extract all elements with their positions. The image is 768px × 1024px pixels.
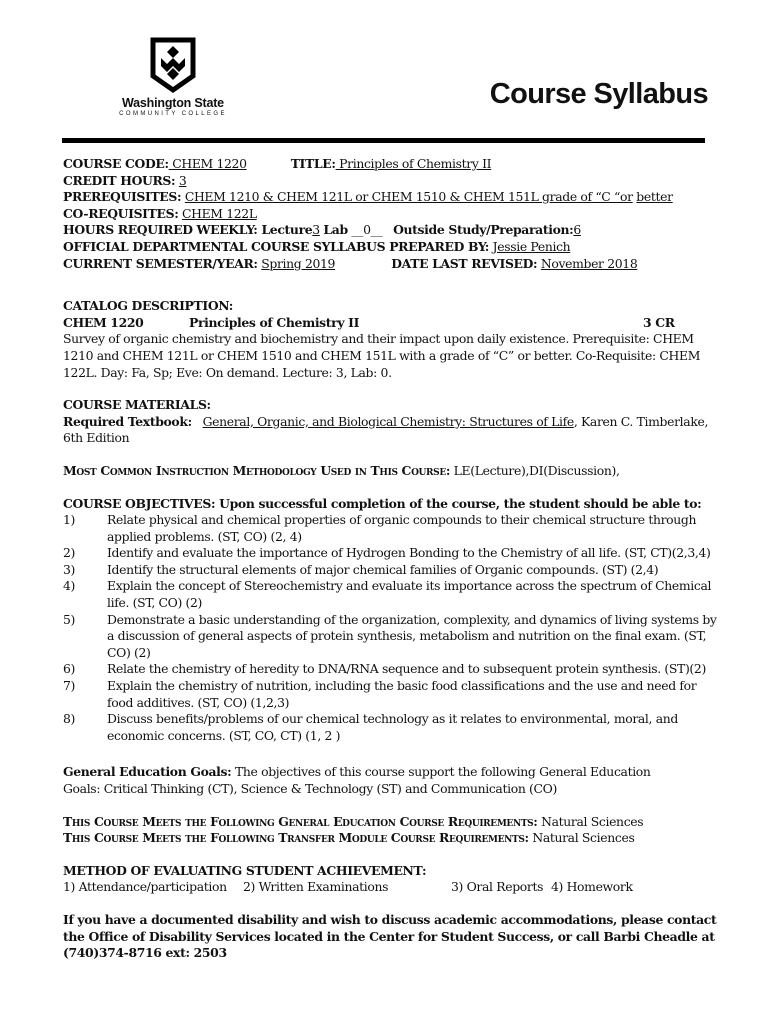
objective-number: 6) — [63, 661, 76, 677]
page-title: Course Syllabus — [489, 78, 708, 110]
course-title-label: TITLE: — [290, 156, 336, 171]
hours-line — [63, 222, 723, 239]
semester: Spring 2019 — [261, 255, 336, 271]
college-name: Washington State — [122, 96, 224, 110]
objective-item — [63, 578, 723, 611]
hours-label: HOURS REQUIRED WEEKLY: Lecture — [63, 222, 313, 238]
course-code-line — [63, 156, 723, 173]
catalog-credits: 3 CR — [643, 314, 675, 330]
evaluation-item: 3) Oral Reports — [451, 879, 544, 895]
course-code: CHEM 1220 — [168, 156, 247, 171]
disability-notice: If you have a documented disability and wish to discuss academic accommodations, please contact the Office of Disability Services located in the Center for Student Success, or call Barbi Cheadle at (740)374-8716 ext: 2503 — [63, 911, 717, 961]
objective-number: 7) — [63, 678, 76, 694]
catalog-name: Principles of Chemistry II — [189, 314, 360, 330]
evaluation-item: 4) Homework — [551, 879, 633, 895]
lab-label: Lab — [323, 222, 348, 238]
gen-ed-goals-cont: Goals: Critical Thinking (CT), Science & Technology (ST) and Communication (CO) — [63, 781, 557, 796]
prepared-by-label: OFFICIAL DEPARTMENTAL COURSE SYLLABUS PREPARED BY: — [63, 238, 490, 254]
syllabus-body — [63, 156, 723, 962]
methodology-line — [63, 463, 723, 480]
methodology: LE(Lecture),DI(Discussion), — [450, 462, 620, 478]
general-ed-requirement — [63, 814, 723, 831]
transfer-requirement — [63, 830, 723, 847]
objective-text: Identify and evaluate the importance of Hydrogen Bonding to the Chemistry of all life. (ST, CT)(2,3,4) — [107, 545, 711, 561]
objective-number: 5) — [63, 611, 76, 627]
prerequisites-line — [63, 189, 723, 206]
prepared-by: Jessie Penich — [492, 238, 571, 254]
credit-hours-label: CREDIT HOURS: — [63, 172, 176, 188]
gen-ed-text: The objectives of this course support the following General Education — [231, 764, 651, 780]
catalog-heading: CATALOG DESCRIPTION: — [63, 298, 234, 314]
college-crest-icon — [148, 36, 198, 94]
credit-hours: 3 — [178, 172, 187, 188]
evaluation-heading: METHOD OF EVALUATING STUDENT ACHIEVEMENT: — [63, 862, 427, 878]
textbook-label: Required Textbook: — [63, 413, 192, 429]
credit-hours-line — [63, 173, 723, 190]
objective-item — [63, 661, 723, 678]
lecture-hours: 3 — [312, 222, 320, 238]
general-ed-requirement-label: This Course Meets the Following General Education Course Requirements: — [63, 813, 538, 829]
objectives-list — [63, 512, 723, 744]
prerequisites-tail: better — [636, 189, 673, 205]
objective-number: 8) — [63, 711, 76, 727]
catalog-course-row — [63, 315, 723, 332]
objective-number: 1) — [63, 512, 76, 528]
corequisites-label: CO-REQUISITES: — [63, 205, 179, 221]
gen-ed-goals — [63, 764, 723, 781]
college-subtitle: COMMUNITY COLLEGE — [119, 111, 227, 117]
methodology-label: Most Common Instruction Methodology Used in This Course: — [63, 462, 451, 478]
evaluation-item: 2) Written Examinations — [243, 879, 389, 895]
college-logo — [118, 36, 228, 117]
general-ed-requirement-value: Natural Sciences — [537, 813, 644, 829]
outside-study-hours: 6 — [573, 222, 581, 238]
corequisites-line — [63, 206, 723, 223]
objective-text: Discuss benefits/problems of our chemical technology as it relates to environmental, moral, and economic concerns. (ST, CO, CT) (1, 2 ) — [107, 711, 678, 743]
objective-text: Identify the structural elements of major chemical families of Organic compounds. (ST) (2,4) — [107, 561, 659, 577]
objectives-heading: COURSE OBJECTIVES: Upon successful completion of the course, the student should be able to: — [63, 495, 702, 511]
course-title: Principles of Chemistry II — [335, 156, 492, 171]
gen-ed-label: General Education Goals: — [63, 764, 232, 780]
transfer-requirement-value: Natural Sciences — [528, 830, 635, 846]
objective-item — [63, 711, 723, 744]
evaluation-item: 1) Attendance/participation — [63, 879, 227, 895]
outside-study-label: Outside Study/Preparation: — [393, 222, 574, 238]
objective-text: Demonstrate a basic understanding of the organization, complexity, and dynamics of living systems by a discussion of general aspects of protein synthesis, metabolism and nutrition on the final exam. (ST, CO) (2) — [107, 611, 717, 660]
objective-text: Relate the chemistry of heredity to DNA/RNA sequence and to subsequent protein synthesis. (ST)(2) — [107, 661, 706, 677]
objective-number: 4) — [63, 578, 76, 594]
objective-item — [63, 512, 723, 545]
revised-label: DATE LAST REVISED: — [391, 255, 538, 271]
semester-line — [63, 256, 723, 273]
transfer-requirement-label: This Course Meets the Following Transfer Module Course Requirements: — [63, 830, 529, 846]
objective-item — [63, 562, 723, 579]
objective-text: Explain the chemistry of nutrition, including the basic food classifications and the use and need for food additives. (ST, CO) (1,2,3) — [107, 678, 697, 710]
prepared-by-line — [63, 239, 723, 256]
textbook-details: , Karen C. Timberlake, 6th Edition — [63, 413, 709, 446]
header-divider — [62, 138, 705, 143]
lab-hours: __0__ — [351, 222, 383, 238]
textbook-title: General, Organic, and Biological Chemistry: Structures of Life — [202, 413, 574, 429]
objective-text: Explain the concept of Stereochemistry and evaluate its importance across the spectrum of Chemical life. (ST, CO) (2) — [107, 578, 712, 611]
catalog-code: CHEM 1220 — [63, 314, 144, 330]
materials-heading: COURSE MATERIALS: — [63, 397, 211, 413]
prerequisites-label: PREREQUISITES: — [63, 189, 182, 205]
objective-item — [63, 678, 723, 711]
prerequisites: CHEM 1210 & CHEM 121L or CHEM 1510 & CHEM 151L grade of “C “or — [184, 189, 633, 205]
objective-item — [63, 545, 723, 562]
semester-label: CURRENT SEMESTER/YEAR: — [63, 255, 258, 271]
objective-number: 2) — [63, 545, 76, 561]
textbook-line — [63, 414, 723, 447]
corequisites: CHEM 122L — [182, 205, 257, 221]
course-code-label: COURSE CODE: — [63, 156, 169, 171]
objective-number: 3) — [63, 561, 76, 577]
objective-item — [63, 612, 723, 662]
evaluation-methods — [63, 879, 723, 896]
objective-text: Relate physical and chemical properties of organic compounds to their chemical structure through applied problems. (ST, CO) (2, 4) — [107, 512, 697, 544]
catalog-description: Survey of organic chemistry and biochemistry and their impact upon daily existence. Prerequisite: CHEM 1210 and CHEM 121L or CHEM 1510 and CHEM 151L with a grade of “C” or better. Co-Requisite: CHEM 122L. Day: Fa, Sp; Eve: On demand. Lecture: 3, Lab: 0. — [63, 331, 701, 380]
revised-date: November 2018 — [540, 255, 638, 271]
